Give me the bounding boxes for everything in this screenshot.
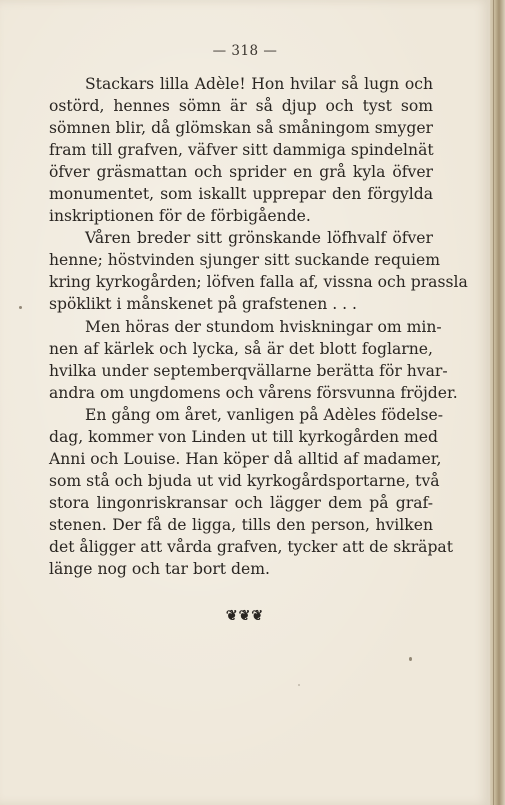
- end-ornament-icon: ❦❦❦: [225, 608, 265, 624]
- text-line: monumentet, som iskallt upprepar den förgylda: [49, 185, 433, 204]
- text-line: öfver gräsmattan och sprider en grå kyla öfver: [49, 163, 433, 182]
- text-line: som stå och bjuda ut vid kyrkogårdsportarne, två: [49, 471, 440, 490]
- text-line: Anni och Louise. Han köper då alltid af madamer,: [49, 449, 442, 468]
- text-line: Stackars lilla Adèle! Hon hvilar så lugn och: [85, 75, 433, 93]
- text-line: länge nog och tar bort dem.: [49, 560, 270, 579]
- page-number: — 318 —: [212, 43, 278, 59]
- page-edge: [490, 0, 505, 805]
- text-line: Men höras der stundom hviskningar om min-: [85, 317, 442, 336]
- body-text: [49, 73, 468, 580]
- text-line: ostörd, hennes sömn är så djup och tyst som: [49, 97, 433, 116]
- text-line: hvilka under septemberqvällarne berätta för hvar-: [49, 361, 448, 380]
- paper-speck: [19, 306, 22, 309]
- text-line: fram till grafven, väfver sitt dammiga spindelnät: [49, 141, 434, 160]
- text-line: Våren breder sitt grönskande löfhvalf öfver: [85, 229, 433, 248]
- paper-speck: [298, 684, 300, 686]
- text-line: det åligger att vårda grafven, tycker att de skräpat: [49, 537, 453, 556]
- text-line: stora lingonriskransar och lägger dem på graf-: [49, 493, 433, 512]
- text-line: stenen. Der få de ligga, tills den person, hvilken: [49, 515, 433, 534]
- paper-speck: [409, 657, 412, 661]
- text-line: andra om ungdomens och vårens försvunna fröjder.: [49, 383, 458, 402]
- text-line: nen af kärlek och lycka, så är det blott foglarne,: [49, 339, 433, 358]
- text-line: henne; höstvinden sjunger sitt suckande requiem: [49, 251, 441, 270]
- text-line: inskriptionen för de förbigående.: [49, 207, 311, 226]
- text-line: spöklikt i månskenet på grafstenen . . .: [49, 295, 358, 314]
- text-line: kring kyrkogården; löfven falla af, vissna och prassla: [49, 273, 468, 292]
- text-line: dag, kommer von Linden ut till kyrkogården med: [49, 427, 438, 446]
- text-line: sömnen blir, då glömskan så småningom smyger: [49, 119, 433, 138]
- text-line: En gång om året, vanligen på Adèles födelse-: [85, 405, 444, 424]
